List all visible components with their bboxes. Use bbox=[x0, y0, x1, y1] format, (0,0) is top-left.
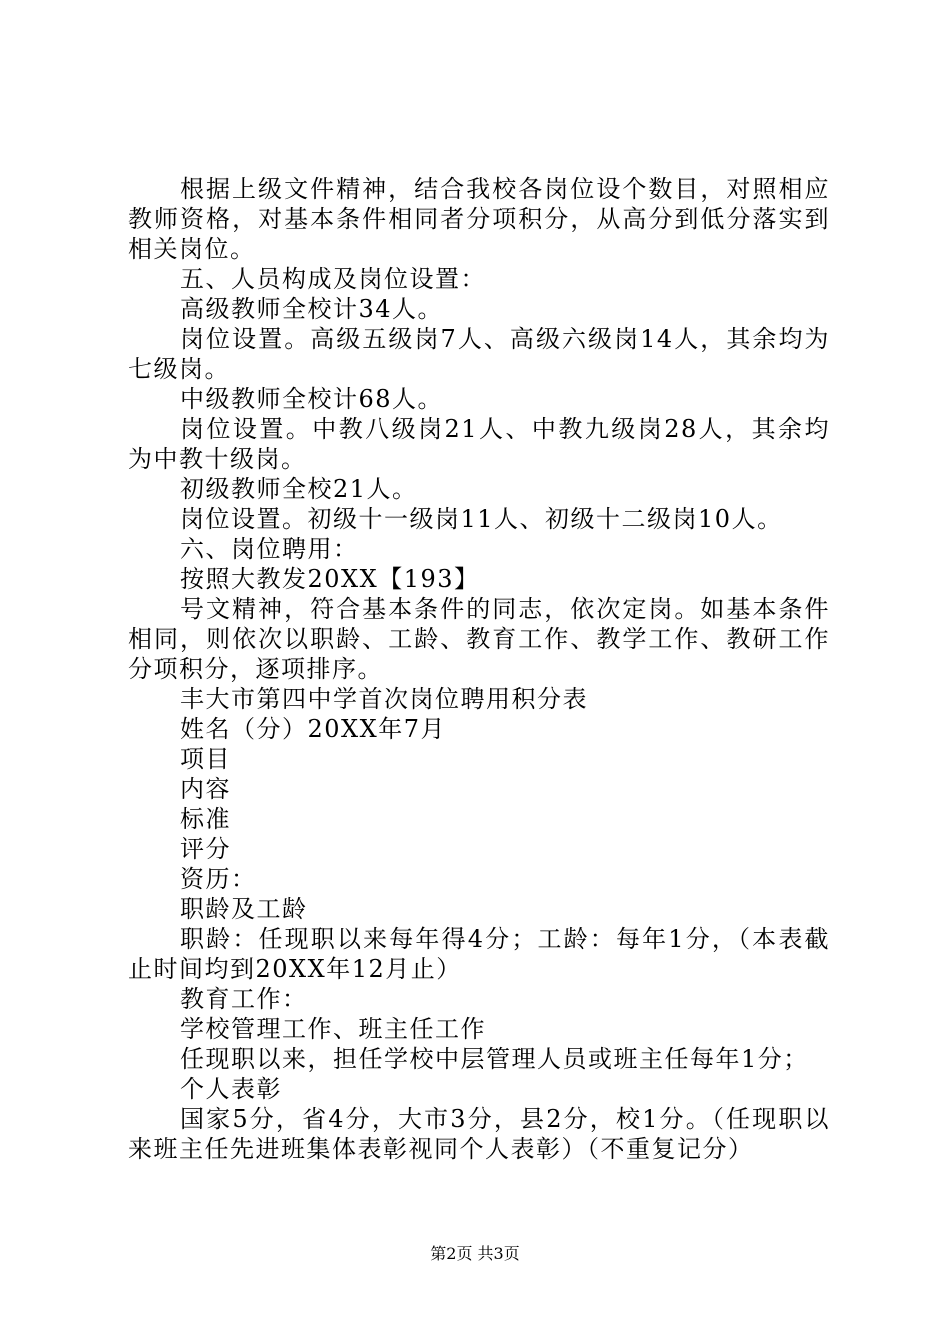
table-category: 教育工作： bbox=[180, 985, 308, 1013]
table-item: 职龄及工龄 bbox=[180, 895, 308, 923]
table-item: 学校管理工作、班主任工作 bbox=[180, 1015, 486, 1043]
paragraph: 岗位设置。初级十一级岗11人、初级十二级岗10人。 bbox=[180, 505, 783, 533]
document-body bbox=[128, 174, 830, 1164]
paragraph: 岗位设置。高级五级岗7人、高级六级岗14人，其余均为七级岗。 bbox=[128, 325, 830, 383]
table-column-label: 评分 bbox=[180, 835, 231, 863]
table-column-label: 项目 bbox=[180, 745, 231, 773]
table-header-line: 姓名（分）20XX年7月 bbox=[180, 715, 446, 743]
section-heading: 五、人员构成及岗位设置： bbox=[180, 265, 486, 293]
paragraph: 岗位设置。中教八级岗21人、中教九级岗28人，其余均为中教十级岗。 bbox=[128, 415, 830, 473]
table-column-label: 内容 bbox=[180, 775, 231, 803]
paragraph: 按照大教发20XX【193】 bbox=[180, 565, 480, 593]
paragraph: 初级教师全校21人。 bbox=[180, 475, 418, 503]
table-title: 丰大市第四中学首次岗位聘用积分表 bbox=[180, 685, 588, 713]
table-item: 个人表彰 bbox=[180, 1075, 282, 1103]
paragraph: 号文精神，符合基本条件的同志，依次定岗。如基本条件相同，则依次以职龄、工龄、教育工作、教学工作、教研工作分项积分，逐项排序。 bbox=[128, 595, 830, 683]
paragraph: 高级教师全校计34人。 bbox=[180, 295, 444, 323]
section-heading: 六、岗位聘用： bbox=[180, 535, 359, 563]
paragraph: 根据上级文件精神，结合我校各岗位设个数目，对照相应教师资格，对基本条件相同者分项积分，从高分到低分落实到相关岗位。 bbox=[128, 175, 830, 263]
table-standard: 职龄：任现职以来每年得4分；工龄：每年1分，（本表截止时间均到20XX年12月止） bbox=[128, 925, 830, 983]
table-standard: 国家5分，省4分，大市3分，县2分，校1分。（任现职以来班主任先进班集体表彰视同个人表彰）（不重复记分） bbox=[128, 1105, 830, 1163]
table-column-label: 标准 bbox=[180, 805, 231, 833]
paragraph: 中级教师全校计68人。 bbox=[180, 385, 444, 413]
page-number-footer: 第2页 共3页 bbox=[430, 1244, 520, 1263]
table-standard: 任现职以来，担任学校中层管理人员或班主任每年1分； bbox=[180, 1045, 809, 1073]
table-category: 资历： bbox=[180, 865, 257, 893]
